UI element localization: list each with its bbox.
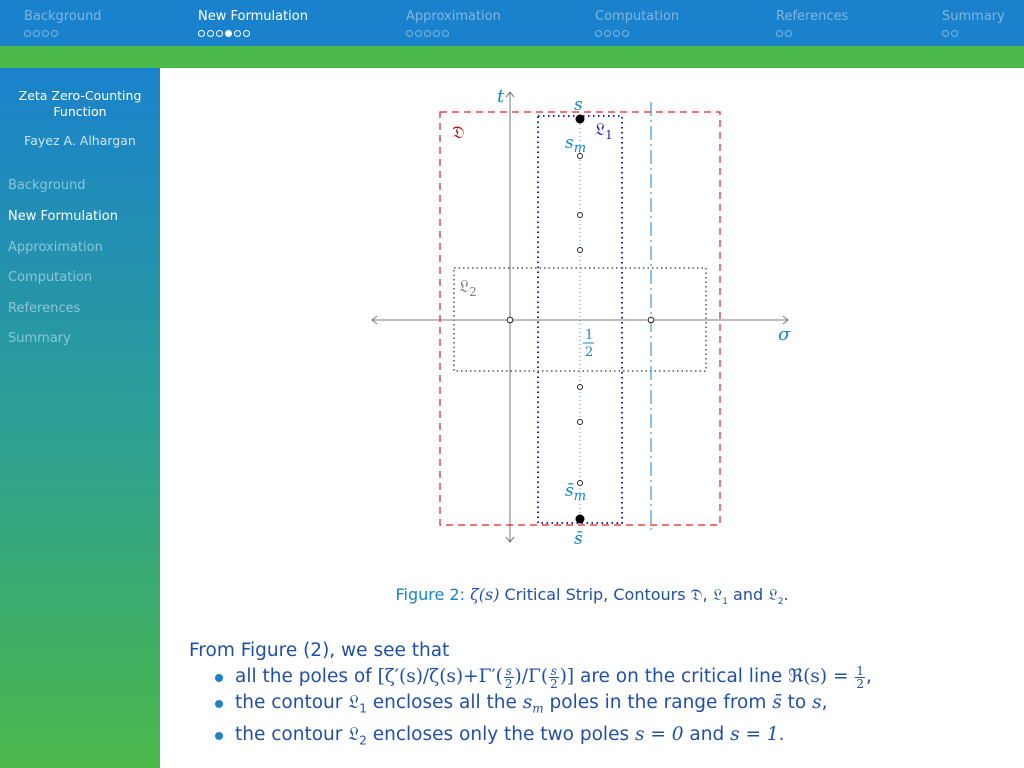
sidebar [0,68,160,768]
nav-section-label[interactable]: Background [24,9,102,24]
label-contour-l1-base: 𝔏 [595,120,606,140]
bullet-math: 𝔏 [348,692,360,713]
bullet-text: all the poles of [235,666,378,687]
presentation-author: Fayez A. Alhargan [24,133,136,148]
slide-dot-current[interactable] [225,30,232,37]
bullet-math: [ζ′(s)/ζ(s)+Γ′( [377,666,503,687]
slide-dot[interactable] [424,30,431,37]
nav-progress-dots [942,30,958,37]
sigma-axis-label: σ [778,324,791,345]
label-contour-d: 𝔇 [452,123,465,143]
bullet-text: encloses all the [366,692,523,713]
point-s-bar [576,515,585,524]
bullet-text: are on the critical line [574,666,789,687]
caption-text: Critical Strip, Contours [499,585,691,604]
slide-dot[interactable] [951,30,958,37]
label-half-numerator: 1 [585,328,594,343]
pole-s-m [578,248,583,253]
bullet-math: s̄ [772,692,782,713]
bullet-text: the contour [235,723,349,745]
nav-progress-dots [776,30,792,37]
bullet-math: s = 0 [634,723,684,745]
point-s [576,115,585,124]
caption-comma: , [702,585,713,604]
fraction-denominator: 2 [504,676,513,691]
sidebar-item-background[interactable]: Background [8,178,86,193]
sidebar-item-references[interactable]: References [8,301,81,316]
bullet-text: . [778,723,785,745]
slide-dot[interactable] [442,30,449,37]
slide-dot[interactable] [595,30,602,37]
caption-prefix: Figure 2: [395,585,465,604]
pole-s-zero [507,317,513,323]
slide-dot[interactable] [216,30,223,37]
body-intro: From Figure (2), we see that [189,640,450,661]
label-s-bar-m-sub: m [573,489,587,504]
fraction-s-over-2 [549,665,559,690]
pole-s-m [578,213,583,218]
bullet-math: ℜ(s) = [788,666,855,687]
contour-l2 [454,268,706,371]
fraction-one-half [855,665,865,690]
pole-s-m [578,420,583,425]
bullet-text: , [821,692,828,713]
sidebar-item-new-formulation[interactable]: New Formulation [8,209,118,224]
slide-dot[interactable] [406,30,413,37]
slide-dot[interactable] [42,30,49,37]
caption-contour-d: 𝔇 [690,585,703,604]
bullet-math-sub: 1 [359,701,367,716]
bullet-item-contour-l1 [211,690,1009,722]
fraction-s-over-2 [504,665,514,690]
caption-end: . [783,585,789,604]
pole-s-one [648,317,654,323]
slide-dot[interactable] [776,30,783,37]
figure-caption [160,585,1024,607]
fraction-numerator: s [505,663,512,678]
contour-l1 [538,116,622,523]
sidebar-item-computation[interactable]: Computation [8,270,93,285]
slide-dot[interactable] [604,30,611,37]
top-navigation-bar [0,0,1024,46]
bullet-math: s [522,692,533,713]
bullet-text: the contour [235,692,349,713]
fraction-denominator: 2 [550,676,558,691]
bullet-text: and [683,723,731,745]
label-half-denominator: 2 [585,345,594,360]
slide-dot[interactable] [785,30,792,37]
slide-dot[interactable] [207,30,214,37]
pole-s-m [578,385,583,390]
presentation-title[interactable]: Zeta Zero-Counting Function [18,88,142,119]
label-s-m-base: s [565,133,574,153]
label-contour-l2 [459,277,477,299]
slide-dot[interactable] [415,30,422,37]
sidebar-item-summary[interactable]: Summary [8,331,71,346]
bullet-math: s = 1 [730,723,779,745]
label-s: s [574,95,583,115]
bullet-math: 𝔏 [348,723,360,745]
caption-contour-l: 𝔏 [712,585,723,604]
slide-dot[interactable] [942,30,949,37]
nav-section-label[interactable]: Computation [595,9,680,24]
slide-dot[interactable] [24,30,31,37]
label-s-m [565,133,586,156]
header-accent-bar [0,46,1024,68]
label-s-m-sub: m [573,141,587,156]
nav-section-label[interactable]: References [776,9,849,24]
bullet-math-sub: 2 [359,733,367,748]
nav-section-label[interactable]: Summary [942,9,1005,24]
slide-dot[interactable] [51,30,58,37]
nav-section-label[interactable]: New Formulation [198,9,308,24]
caption-and: and [727,585,769,604]
sidebar-item-approximation[interactable]: Approximation [8,240,103,255]
slide-dot[interactable] [33,30,40,37]
bullet-text: encloses only the two poles [366,723,635,745]
bullet-math: )] [559,666,575,687]
nav-section-label[interactable]: Approximation [406,9,501,24]
bullet-item-contour-l2 [211,722,1009,754]
slide-dot[interactable] [613,30,620,37]
slide-dot[interactable] [433,30,440,37]
bullet-text: , [865,666,872,687]
label-s-bar: s̄ [574,529,583,549]
label-contour-l2-base: 𝔏 [459,277,470,297]
fraction-denominator: 2 [856,676,864,691]
slide-dot[interactable] [243,30,250,37]
nav-progress-dots [595,30,629,37]
label-contour-l1 [595,120,613,142]
t-axis-label: t [497,86,505,107]
bullet-item-poles [211,664,1009,690]
contour-d [440,112,720,525]
label-contour-l1-sub: 1 [605,128,613,142]
nav-progress-dots [198,30,250,37]
caption-sub-1: 1 [722,597,728,608]
label-contour-l2-sub: 2 [469,285,477,299]
bullet-math-sub: m [532,701,544,716]
caption-contour-l: 𝔏 [768,585,778,604]
bullet-text: to [781,692,813,713]
slide-body-text [189,638,1009,753]
fraction-numerator: s [550,663,557,678]
caption-zeta: ζ(s) [470,585,500,604]
slide-dot[interactable] [622,30,629,37]
caption-sub-2: 2 [777,597,784,608]
pole-s-bar-m [578,481,583,486]
bullet-list [189,664,1009,753]
slide-dot[interactable] [234,30,241,37]
slide-dot[interactable] [198,30,205,37]
bullet-math: s [812,692,822,713]
label-s-bar-m [565,481,586,504]
nav-progress-dots [24,30,58,37]
bullet-math: )/Γ( [514,666,549,687]
bullet-text: poles in the range from [543,692,773,713]
nav-progress-dots [406,30,449,37]
critical-strip-diagram [360,82,800,552]
fraction-numerator: 1 [856,663,864,678]
label-s-bar-m-base: s̄ [565,481,574,501]
